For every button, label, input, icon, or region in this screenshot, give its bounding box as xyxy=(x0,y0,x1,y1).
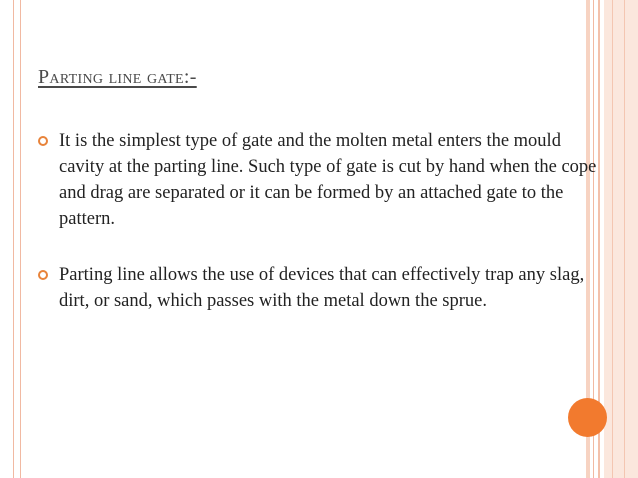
right-decor-line xyxy=(612,0,613,478)
circle-bullet-icon xyxy=(38,270,48,280)
bullet-item xyxy=(38,262,593,346)
left-decor-line xyxy=(20,0,21,478)
bullet-text: It is the simplest type of gate and the molten metal enters the mould cavity at the parting line. Such type of gate is cut by hand when the cope and drag are separated or it can be formed by an attached gate to the pattern. xyxy=(59,131,597,229)
decor-dot xyxy=(568,398,607,437)
right-decor-line xyxy=(624,0,625,478)
bullet-text: Parting line allows the use of devices that can effectively trap any slag, dirt, or sand, which passes with the metal down the sprue. xyxy=(59,265,585,311)
right-decor-band xyxy=(604,0,638,478)
circle-bullet-icon xyxy=(38,136,48,146)
left-decor-line xyxy=(13,0,14,478)
bullet-item xyxy=(38,128,597,238)
slide-title: Parting line gate:- xyxy=(38,66,197,88)
